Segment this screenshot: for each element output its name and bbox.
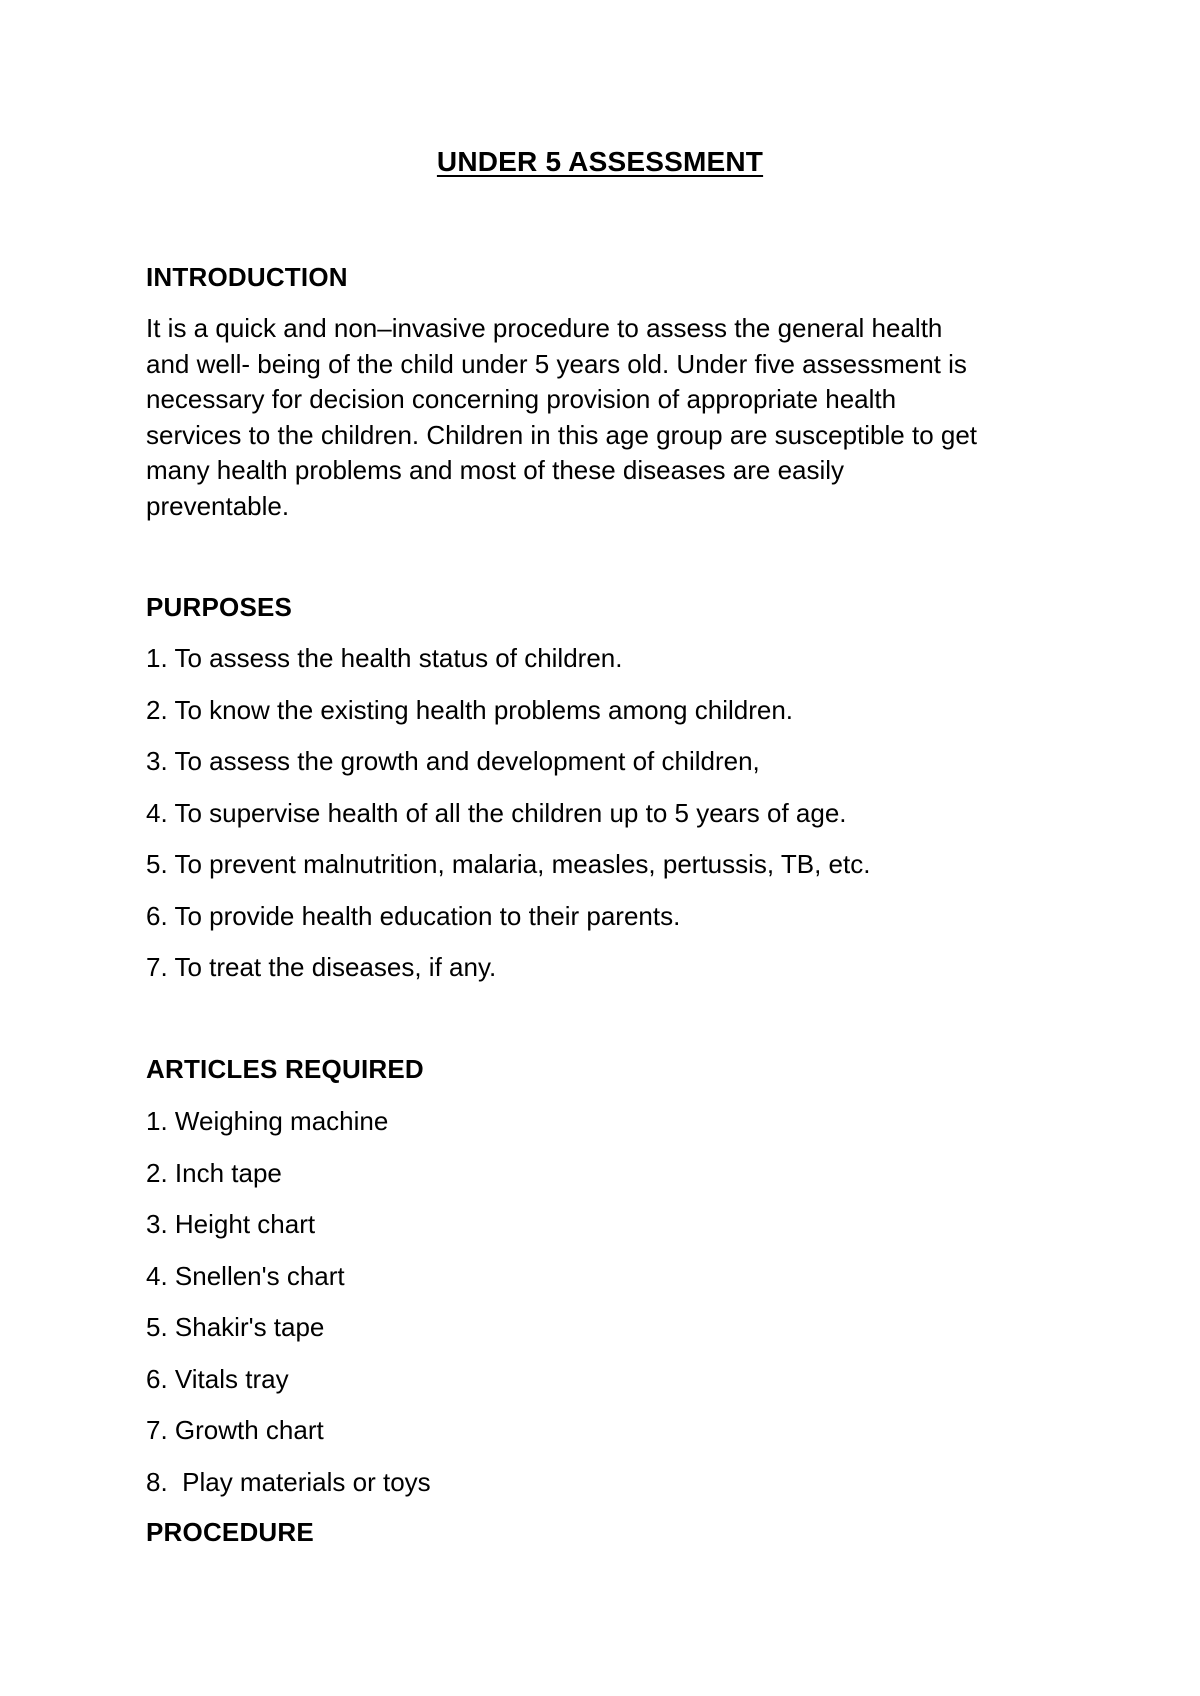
purpose-item: 6. To provide health education to their parents. <box>146 900 681 931</box>
article-item: 1. Weighing machine <box>146 1106 389 1136</box>
article-item: 6. Vitals tray <box>146 1363 289 1394</box>
introduction-line: necessary for decision concerning provision of appropriate health <box>146 384 897 414</box>
introduction-line: services to the children. Children in this age group are susceptible to get <box>146 419 978 450</box>
purposes-list <box>146 643 870 1004</box>
article-item: 2. Inch tape <box>146 1157 282 1188</box>
purpose-item: 3. To assess the growth and development of children, <box>146 746 760 776</box>
introduction-line: many health problems and most of these diseases are easily <box>146 455 845 485</box>
introduction-paragraph <box>146 311 1066 524</box>
purpose-item: 7. To treat the diseases, if any. <box>146 952 497 982</box>
article-item: 7. Growth chart <box>146 1415 324 1445</box>
introduction-line: preventable. <box>146 490 290 521</box>
purpose-item: 1. To assess the health status of children. <box>146 643 623 673</box>
document-title: UNDER 5 ASSESSMENT <box>436 146 764 177</box>
article-item: 4. Snellen's chart <box>146 1260 345 1291</box>
articles-required-heading: ARTICLES REQUIRED <box>146 1054 424 1084</box>
article-item: 8. Play materials or toys <box>146 1466 431 1497</box>
purpose-item: 4. To supervise health of all the children up to 5 years of age. <box>146 797 847 828</box>
purposes-heading: PURPOSES <box>146 592 293 622</box>
introduction-heading: INTRODUCTION <box>146 262 348 292</box>
articles-required-list <box>146 1106 431 1518</box>
article-item: 5. Shakir's tape <box>146 1312 325 1342</box>
purpose-item: 5. To prevent malnutrition, malaria, measles, pertussis, TB, etc. <box>146 849 871 879</box>
procedure-heading: PROCEDURE <box>146 1517 314 1547</box>
purpose-item: 2. To know the existing health problems among children. <box>146 694 794 725</box>
introduction-line: and well- being of the child under 5 years old. Under five assessment is <box>146 348 967 379</box>
introduction-line: It is a quick and non–invasive procedure to assess the general health <box>146 313 943 343</box>
article-item: 3. Height chart <box>146 1209 316 1239</box>
